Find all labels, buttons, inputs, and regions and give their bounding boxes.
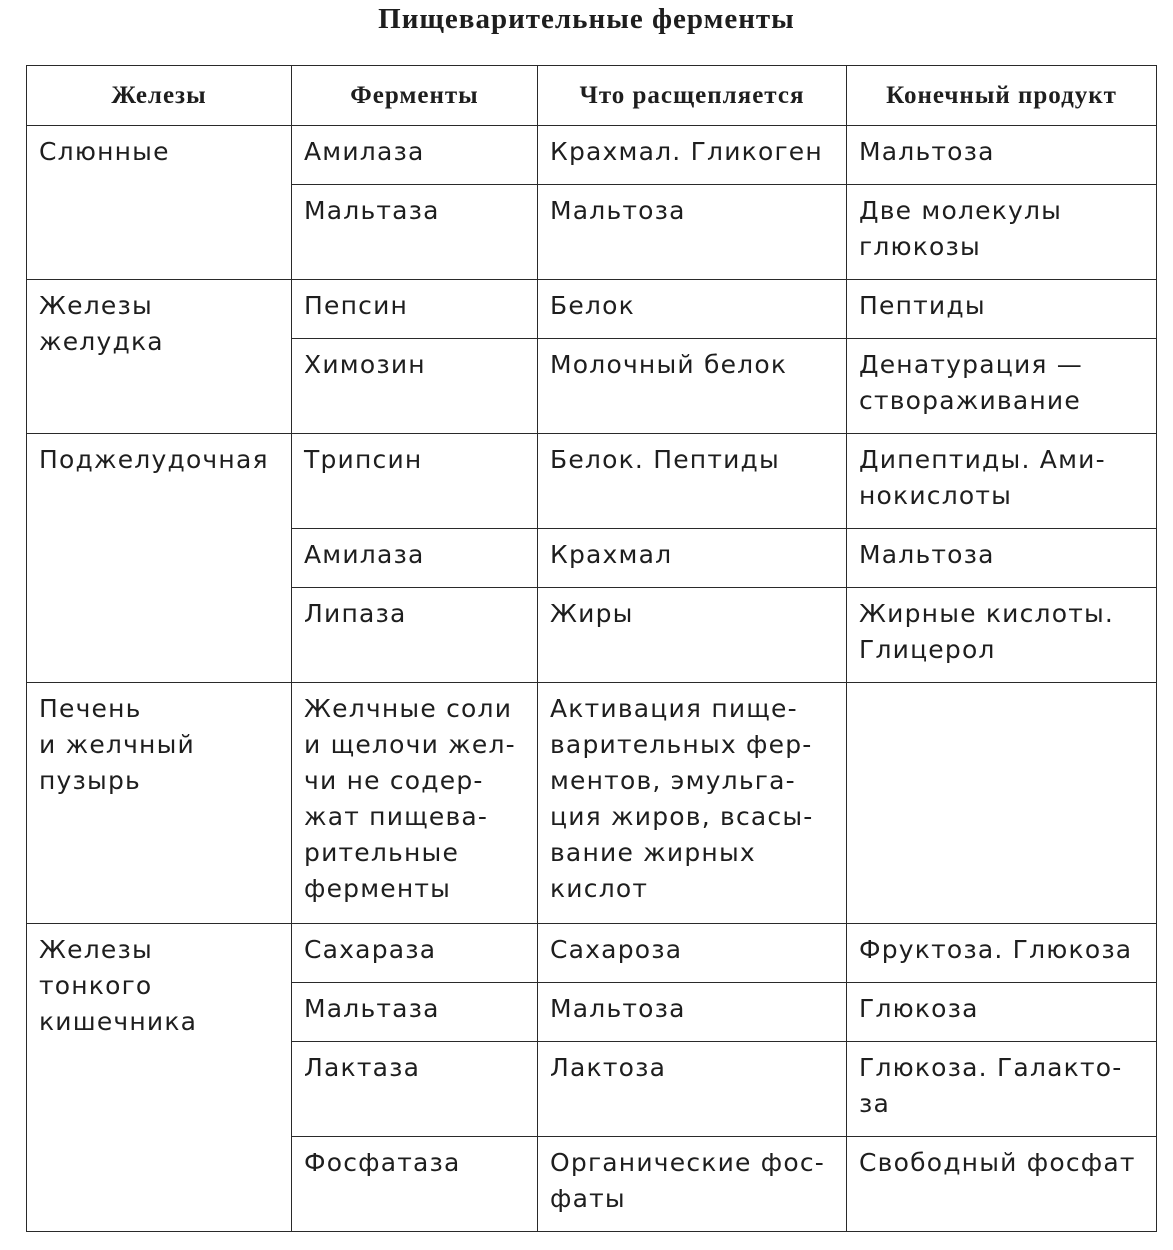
enzyme-cell — [292, 983, 538, 1042]
enzyme-name: Желчные соли и щелочи жел- чи не содер- жат пищева- рительные ферменты — [304, 694, 516, 903]
substrate-cell — [538, 185, 847, 280]
substrate-text: Крахмал. Гликоген — [550, 137, 823, 166]
product-cell — [847, 924, 1157, 983]
substrate-text: Белок — [550, 291, 635, 320]
table-header — [27, 66, 1157, 126]
enzyme-cell — [292, 1042, 538, 1137]
page-title: Пищеварительные ферменты — [378, 3, 795, 35]
enzyme-name: Фосфатаза — [304, 1148, 461, 1177]
product-text: Мальтоза — [859, 137, 995, 166]
gland-name: Слюнные — [39, 137, 170, 166]
substrate-cell — [538, 924, 847, 983]
product-text: Мальтоза — [859, 540, 995, 569]
substrate-text: Активация пище- варительных фер- ментов, эмульга- ция жиров, всасы- вание жирных кислот — [550, 694, 814, 903]
enzyme-name: Трипсин — [304, 445, 423, 474]
table-row — [27, 280, 1157, 339]
product-text: Две молекулы глюкозы — [859, 196, 1063, 261]
enzyme-cell — [292, 126, 538, 185]
enzyme-cell — [292, 339, 538, 434]
product-text: Денатурация — створaживание — [859, 350, 1083, 415]
enzyme-cell — [292, 185, 538, 280]
product-cell — [847, 529, 1157, 588]
header-glands: Железы — [27, 66, 292, 126]
substrate-cell — [538, 280, 847, 339]
product-cell — [847, 983, 1157, 1042]
substrate-text: Органические фос- фаты — [550, 1148, 826, 1213]
substrate-cell — [538, 434, 847, 529]
product-cell — [847, 339, 1157, 434]
enzyme-cell — [292, 434, 538, 529]
enzyme-cell — [292, 529, 538, 588]
enzyme-name: Сахараза — [304, 935, 437, 964]
gland-cell — [27, 126, 292, 280]
header-enzymes: Ферменты — [292, 66, 538, 126]
substrate-cell — [538, 126, 847, 185]
table-row — [27, 683, 1157, 924]
product-text: Глюкоза. Галакто- за — [859, 1053, 1123, 1118]
enzyme-name: Амилаза — [304, 137, 425, 166]
gland-name: Железы тонкого кишечника — [39, 935, 198, 1036]
table-row — [27, 126, 1157, 185]
enzyme-cell — [292, 683, 538, 924]
product-cell — [847, 588, 1157, 683]
enzyme-cell — [292, 924, 538, 983]
header-substrate: Что расщепляется — [538, 66, 847, 126]
product-text: Пептиды — [859, 291, 986, 320]
enzyme-cell — [292, 1137, 538, 1232]
substrate-text: Лактоза — [550, 1053, 667, 1082]
enzyme-name: Мальтаза — [304, 196, 440, 225]
enzyme-name: Лактаза — [304, 1053, 421, 1082]
product-cell — [847, 683, 1157, 924]
product-cell — [847, 1042, 1157, 1137]
substrate-text: Крахмал — [550, 540, 673, 569]
gland-name: Железы желудка — [39, 291, 164, 356]
enzyme-cell — [292, 280, 538, 339]
product-text: Свободный фосфат — [859, 1148, 1136, 1177]
substrate-cell — [538, 983, 847, 1042]
enzyme-name: Мальтаза — [304, 994, 440, 1023]
substrate-cell — [538, 1137, 847, 1232]
enzyme-name: Амилаза — [304, 540, 425, 569]
substrate-cell — [538, 683, 847, 924]
header-row — [27, 66, 1157, 126]
gland-cell — [27, 434, 292, 683]
enzyme-name: Пепсин — [304, 291, 409, 320]
product-text: Фруктоза. Глюкоза — [859, 935, 1133, 964]
product-cell — [847, 1137, 1157, 1232]
product-cell — [847, 280, 1157, 339]
substrate-text: Жиры — [550, 599, 634, 628]
gland-name: Поджелудочная — [39, 445, 269, 474]
substrate-text: Мальтоза — [550, 196, 686, 225]
substrate-cell — [538, 1042, 847, 1137]
substrate-text: Белок. Пептиды — [550, 445, 780, 474]
gland-cell — [27, 683, 292, 924]
product-text: Жирные кислоты. Глицерол — [859, 599, 1115, 664]
product-cell — [847, 434, 1157, 529]
gland-cell — [27, 280, 292, 434]
enzymes-table — [26, 65, 1157, 1232]
enzyme-name: Липаза — [304, 599, 407, 628]
header-product: Конечный продукт — [847, 66, 1157, 126]
substrate-cell — [538, 339, 847, 434]
table-row — [27, 434, 1157, 529]
gland-name: Печень и желчный пузырь — [39, 694, 195, 795]
substrate-text: Молочный белок — [550, 350, 788, 379]
product-text: Дипептиды. Ами- нокислоты — [859, 445, 1106, 510]
substrate-text: Мальтоза — [550, 994, 686, 1023]
table-row — [27, 924, 1157, 983]
product-text: Глюкоза — [859, 994, 979, 1023]
enzyme-cell — [292, 588, 538, 683]
substrate-text: Сахароза — [550, 935, 683, 964]
product-cell — [847, 185, 1157, 280]
substrate-cell — [538, 588, 847, 683]
enzyme-name: Химозин — [304, 350, 426, 379]
table-body — [27, 126, 1157, 1232]
product-cell — [847, 126, 1157, 185]
gland-cell — [27, 924, 292, 1232]
substrate-cell — [538, 529, 847, 588]
